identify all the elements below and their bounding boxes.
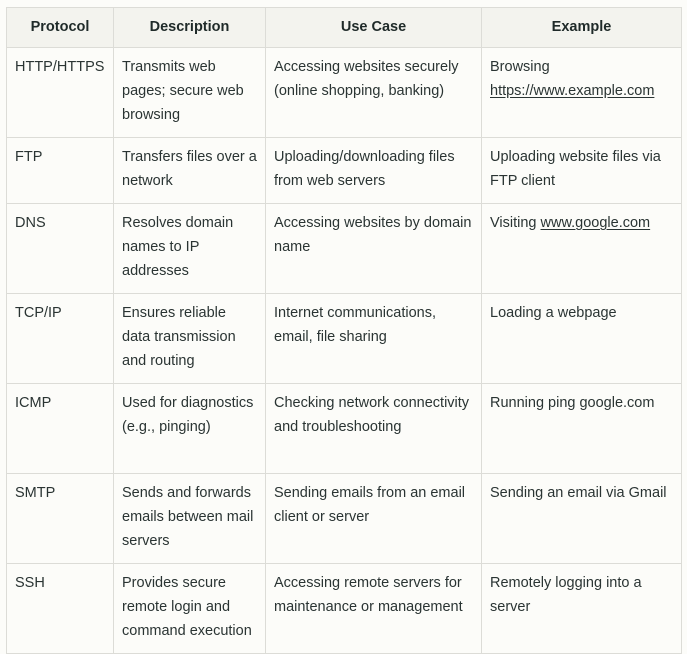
cell-protocol: SSH: [7, 564, 114, 654]
cell-description: Used for diagnostics (e.g., pinging): [114, 384, 266, 474]
protocol-table-container: [6, 7, 681, 654]
cell-example: Loading a webpage: [482, 294, 682, 384]
example-text: Visiting: [490, 215, 541, 231]
table-row: [7, 138, 682, 204]
table-row: [7, 474, 682, 564]
cell-use-case: Accessing websites by domain name: [266, 204, 482, 294]
table-row: [7, 384, 682, 474]
header-protocol: Protocol: [7, 8, 114, 48]
cell-example: Running ping google.com: [482, 384, 682, 474]
example-text: Browsing: [490, 59, 550, 75]
table-row: [7, 204, 682, 294]
header-description: Description: [114, 8, 266, 48]
cell-example: [482, 204, 682, 294]
protocol-table: [6, 7, 682, 654]
cell-use-case: Uploading/downloading files from web servers: [266, 138, 482, 204]
cell-description: Transfers files over a network: [114, 138, 266, 204]
cell-description: Ensures reliable data transmission and routing: [114, 294, 266, 384]
cell-protocol: TCP/IP: [7, 294, 114, 384]
cell-use-case: Accessing remote servers for maintenance or management: [266, 564, 482, 654]
cell-protocol: DNS: [7, 204, 114, 294]
example-link[interactable]: https://www.example.com: [490, 83, 655, 99]
cell-example: Sending an email via Gmail: [482, 474, 682, 564]
cell-protocol: ICMP: [7, 384, 114, 474]
cell-example: Remotely logging into a server: [482, 564, 682, 654]
table-header: [7, 8, 682, 48]
table-row: [7, 564, 682, 654]
header-example: Example: [482, 8, 682, 48]
cell-example: [482, 48, 682, 138]
header-use-case: Use Case: [266, 8, 482, 48]
cell-description: Sends and forwards emails between mail servers: [114, 474, 266, 564]
example-link[interactable]: www.google.com: [540, 215, 651, 231]
cell-use-case: Internet communications, email, file sharing: [266, 294, 482, 384]
cell-use-case: Checking network connectivity and troubleshooting: [266, 384, 482, 474]
cell-protocol: SMTP: [7, 474, 114, 564]
cell-use-case: Accessing websites securely (online shopping, banking): [266, 48, 482, 138]
cell-description: Transmits web pages; secure web browsing: [114, 48, 266, 138]
cell-use-case: Sending emails from an email client or server: [266, 474, 482, 564]
table-row: [7, 48, 682, 138]
cell-example: Uploading website files via FTP client: [482, 138, 682, 204]
cell-protocol: FTP: [7, 138, 114, 204]
table-body: [7, 48, 682, 654]
cell-description: Provides secure remote login and command execution: [114, 564, 266, 654]
header-row: [7, 8, 682, 48]
cell-description: Resolves domain names to IP addresses: [114, 204, 266, 294]
cell-protocol: HTTP/HTTPS: [7, 48, 114, 138]
table-row: [7, 294, 682, 384]
